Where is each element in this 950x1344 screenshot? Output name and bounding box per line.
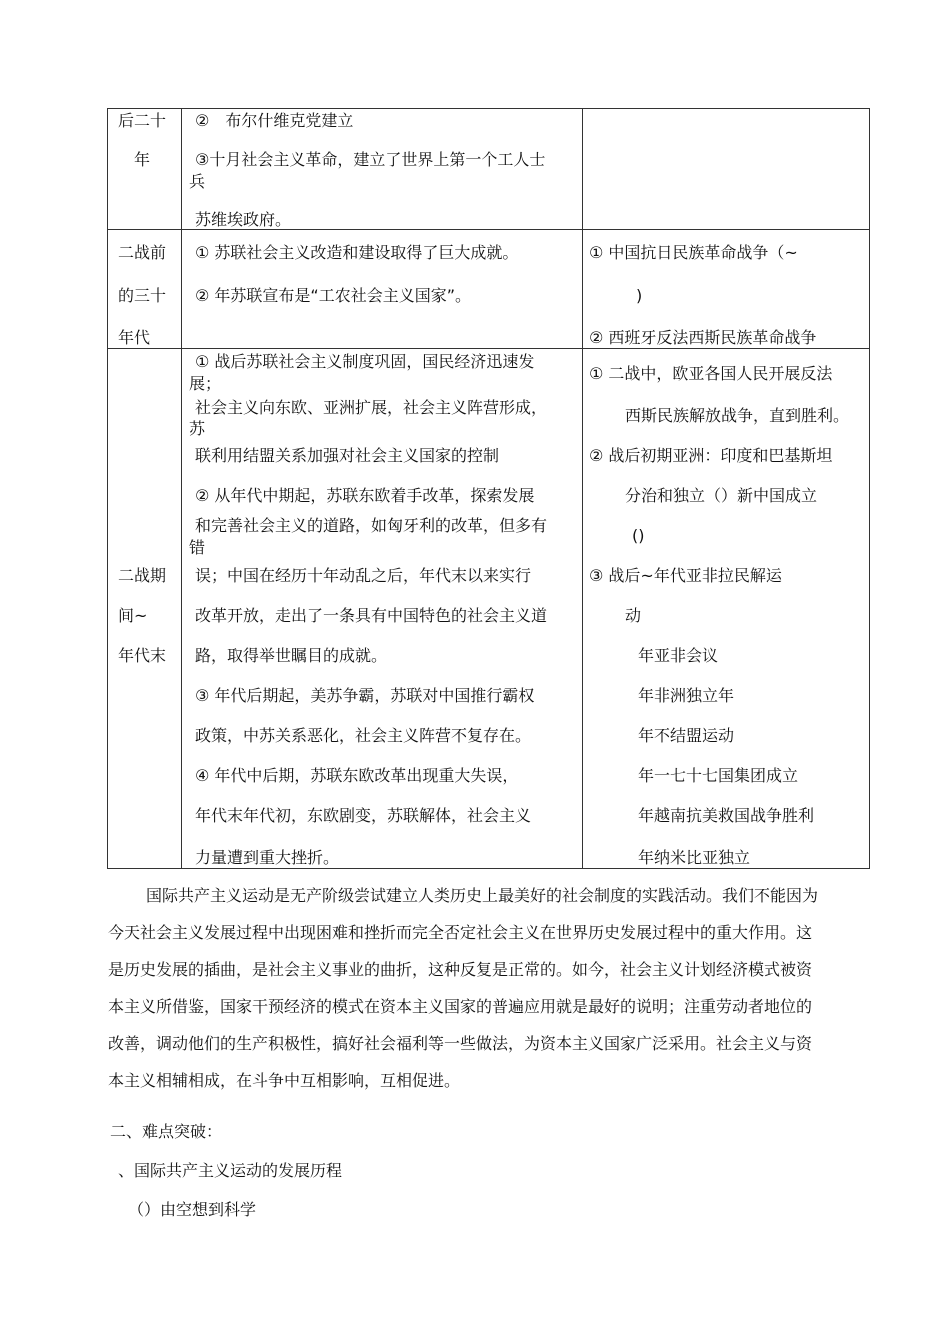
soviet-cell-text: 兵	[189, 172, 206, 191]
body-paragraph	[108, 886, 868, 1108]
soviet-cell-text: 苏	[189, 419, 206, 438]
table-border-col2	[582, 108, 583, 869]
world-cell-text: 年一七十七国集团成立	[638, 766, 799, 785]
soviet-cell-text: 联利用结盟关系加强对社会主义国家的控制	[195, 446, 500, 465]
paragraph-line: 国际共产主义运动是无产阶级尝试建立人类历史上最美好的社会制度的实践活动。我们不能因为	[146, 886, 819, 905]
world-cell-text: )	[636, 286, 643, 305]
period-cell-text: 的三十	[118, 286, 167, 305]
soviet-cell-text: ③十月社会主义革命，建立了世界上第一个工人士	[195, 150, 546, 169]
table-border-left	[107, 108, 108, 869]
soviet-cell-text: 改革开放，走出了一条具有中国特色的社会主义道	[195, 606, 548, 625]
soviet-cell-text: ② 布尔什维克党建立	[195, 111, 354, 130]
world-cell-text: 年越南抗美救国战争胜利	[638, 806, 815, 825]
world-cell-text: ① 中国抗日民族革命战争（~	[589, 243, 798, 262]
subheading: 、国际共产主义运动的发展历程	[118, 1161, 343, 1180]
paragraph-line: 本主义相辅相成，在斗争中互相影响，互相促进。	[108, 1071, 461, 1090]
world-cell-text: 年纳米比亚独立	[638, 848, 751, 867]
soviet-cell-text: ② 年苏联宣布是“工农社会主义国家”。	[195, 286, 472, 305]
period-cell-text: 年代末	[118, 646, 167, 665]
soviet-cell-text: ② 从年代中期起，苏联东欧着手改革，探索发展	[195, 486, 535, 505]
period-cell-text: 间~	[118, 606, 148, 625]
world-cell-text: 动	[625, 606, 642, 625]
soviet-cell-text: 展；	[189, 374, 222, 393]
table-border-right	[869, 108, 870, 869]
paragraph-line: 改善，调动他们的生产积极性，搞好社会福利等一些做法，为资本主义国家广泛采用。社会主义与资	[108, 1034, 813, 1053]
soviet-cell-text: 年代末年代初，东欧剧变，苏联解体，社会主义	[195, 806, 532, 825]
paragraph-line: 今天社会主义发展过程中出现困难和挫折而完全否定社会主义在世界历史发展过程中的重大作用。这	[108, 923, 813, 942]
table-border-row2	[107, 348, 870, 349]
soviet-cell-text: 政策，中苏关系恶化，社会主义阵营不复存在。	[195, 726, 532, 745]
soviet-cell-text: 误；中国在经历十年动乱之后，年代末以来实行	[195, 566, 532, 585]
world-cell-text: 分治和独立（）新中国成立	[625, 486, 818, 505]
soviet-cell-text: ④ 年代中后期，苏联东欧改革出现重大失误，	[195, 766, 519, 785]
period-cell-text: 二战前	[118, 243, 167, 262]
section-heading: 二、难点突破：	[110, 1122, 223, 1141]
soviet-cell-text: 力量遭到重大挫折。	[195, 848, 340, 867]
table-border-col1	[181, 108, 182, 869]
period-cell-text: 二战期	[118, 566, 167, 585]
soviet-cell-text: ① 苏联社会主义改造和建设取得了巨大成就。	[195, 243, 519, 262]
soviet-cell-text: 错	[189, 538, 206, 557]
world-cell-text: ② 西班牙反法西斯民族革命战争	[589, 328, 817, 347]
soviet-cell-text: 路，取得举世瞩目的成就。	[195, 646, 388, 665]
world-cell-text: 年非洲独立年	[638, 686, 735, 705]
period-cell-text: 后二十	[118, 111, 167, 130]
soviet-cell-text: 苏维埃政府。	[195, 210, 292, 229]
soviet-cell-text: 和完善社会主义的道路，如匈牙利的改革，但多有	[195, 516, 548, 535]
world-cell-text: ③ 战后~年代亚非拉民解运	[589, 566, 782, 585]
subheading: （）由空想到科学	[128, 1200, 257, 1219]
world-cell-text: ()	[632, 526, 645, 545]
world-cell-text: 年亚非会议	[638, 646, 719, 665]
soviet-cell-text: ① 战后苏联社会主义制度巩固，国民经济迅速发	[195, 352, 535, 371]
table-border-top	[107, 108, 870, 109]
paragraph-line: 是历史发展的插曲，是社会主义事业的曲折，这种反复是正常的。如今，社会主义计划经济模式被资	[108, 960, 813, 979]
period-cell-text: 年代	[118, 328, 151, 347]
world-cell-text: 西斯民族解放战争，直到胜利。	[625, 406, 850, 425]
world-cell-text: ② 战后初期亚洲：印度和巴基斯坦	[589, 446, 833, 465]
soviet-cell-text: 社会主义向东欧、亚洲扩展，社会主义阵营形成，	[195, 398, 548, 417]
world-cell-text: 年不结盟运动	[638, 726, 735, 745]
period-cell-text: 年	[134, 150, 151, 169]
world-cell-text: ① 二战中，欧亚各国人民开展反法	[589, 364, 833, 383]
paragraph-line: 本主义所借鉴，国家干预经济的模式在资本主义国家的普遍应用就是最好的说明；注重劳动者地位的	[108, 997, 813, 1016]
table-border-bottom	[107, 868, 870, 869]
soviet-cell-text: ③ 年代后期起，美苏争霸，苏联对中国推行霸权	[195, 686, 535, 705]
